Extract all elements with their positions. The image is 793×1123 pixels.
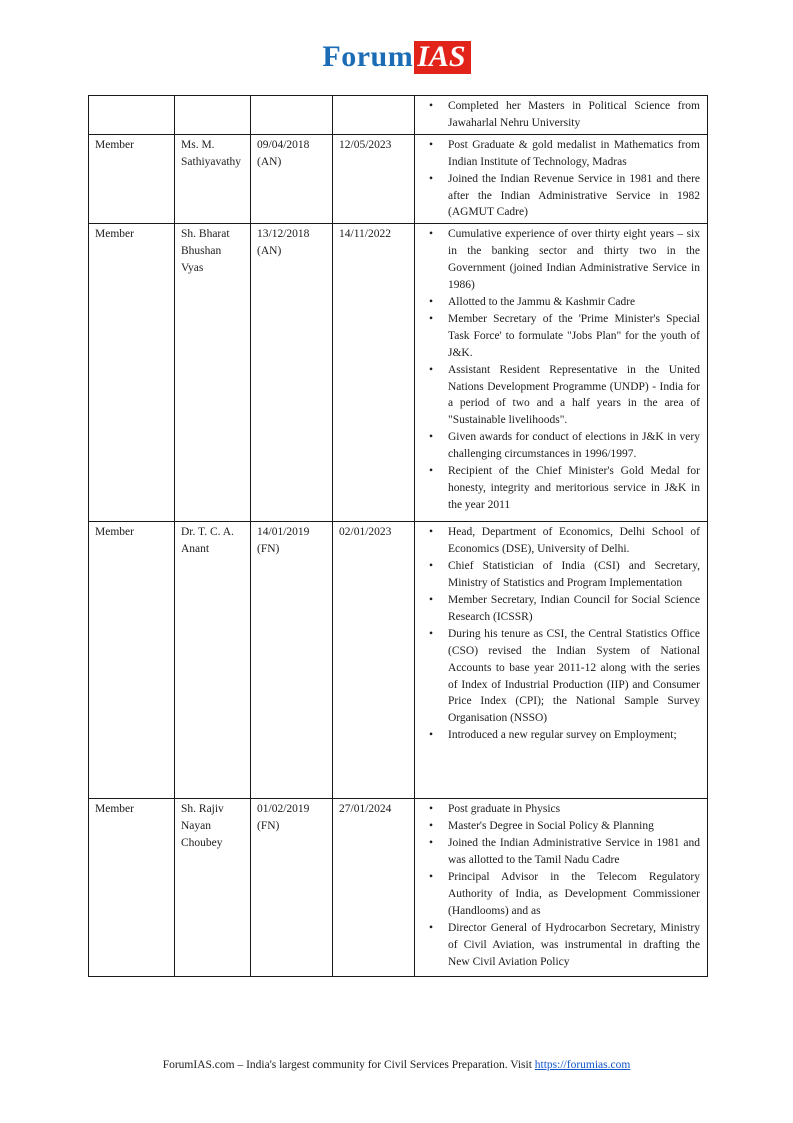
member-name-cell: Sh. Bharat Bhushan Vyas (175, 224, 251, 522)
member-name-cell: Sh. Rajiv Nayan Choubey (175, 799, 251, 977)
member-row (89, 799, 708, 977)
date-from-cell: 09/04/2018 (AN) (251, 134, 333, 224)
details-cell (415, 522, 708, 799)
date-from-cell: 14/01/2019 (FN) (251, 522, 333, 799)
member-role-cell (89, 96, 175, 135)
detail-item: • Joined the Indian Administrative Service in 1981 and was allotted to the Tamil Nadu Cadre (421, 835, 702, 869)
logo-forum-text: Forum (322, 40, 414, 73)
date-to-cell: 12/05/2023 (333, 134, 415, 224)
member-row (89, 522, 708, 799)
detail-item: • Given awards for conduct of elections in J&K in very challenging circumstances in 1996/1997. (421, 429, 702, 463)
footer-text: ForumIAS.com – India's largest community for Civil Services Preparation. Visit (162, 1059, 535, 1071)
date-to-cell: 14/11/2022 (333, 224, 415, 522)
detail-item: • Director General of Hydrocarbon Secretary, Ministry of Civil Aviation, was instrumental in drafting the New Civil Aviation Policy (421, 920, 702, 971)
details-list (421, 226, 702, 513)
date-to-cell: 02/01/2023 (333, 522, 415, 799)
detail-item: • Member Secretary, Indian Council for Social Science Research (ICSSR) (421, 592, 702, 626)
member-role-cell: Member (89, 522, 175, 799)
detail-item: • Principal Advisor in the Telecom Regulatory Authority of India, as Development Commissioner (Handlooms) and as (421, 869, 702, 920)
details-cell (415, 96, 708, 135)
detail-item: • Recipient of the Chief Minister's Gold Medal for honesty, integrity and meritorious service in J&K in the year 2011 (421, 463, 702, 514)
details-list (421, 137, 702, 222)
detail-item: • Member Secretary of the 'Prime Minister's Special Task Force' to formulate "Jobs Plan" for the youth of J&K. (421, 311, 702, 362)
logo-ias-badge: IAS (414, 41, 470, 74)
member-role-cell: Member (89, 134, 175, 224)
detail-item: • During his tenure as CSI, the Central Statistics Office (CSO) revised the Indian System of National Accounts to base year 2011-12 along with the series of Index of Industrial Production (IIP) and Consumer Price Index (CPI); the National Sample Survey Organisation (NSSO) (421, 626, 702, 727)
member-row (89, 96, 708, 135)
forumias-logo (0, 40, 793, 74)
date-to-cell: 27/01/2024 (333, 799, 415, 977)
details-list (421, 801, 702, 970)
detail-item: • Allotted to the Jammu & Kashmir Cadre (421, 294, 702, 311)
details-cell (415, 224, 708, 522)
member-row (89, 134, 708, 224)
detail-item: • Post graduate in Physics (421, 801, 702, 818)
detail-item: • Head, Department of Economics, Delhi School of Economics (DSE), University of Delhi. (421, 524, 702, 558)
date-from-cell: 01/02/2019 (FN) (251, 799, 333, 977)
footer-link[interactable]: https://forumias.com (534, 1059, 631, 1071)
member-role-cell: Member (89, 799, 175, 977)
date-to-cell (333, 96, 415, 135)
member-row (89, 224, 708, 522)
date-from-cell: 13/12/2018 (AN) (251, 224, 333, 522)
detail-item: • Post Graduate & gold medalist in Mathematics from Indian Institute of Technology, Madras (421, 137, 702, 171)
member-name-cell (175, 96, 251, 135)
details-cell (415, 799, 708, 977)
date-from-cell (251, 96, 333, 135)
page-footer (0, 1059, 793, 1071)
details-cell (415, 134, 708, 224)
detail-item: • Chief Statistician of India (CSI) and Secretary, Ministry of Statistics and Program Implementation (421, 558, 702, 592)
details-list (421, 524, 702, 744)
detail-item: • Cumulative experience of over thirty eight years – six in the banking sector and thirty two in the Government (joined Indian Administrative Service in 1986) (421, 226, 702, 294)
detail-item: • Assistant Resident Representative in the United Nations Development Programme (UNDP) - India for a period of two and a half years in the area of "Sustainable livelihoods". (421, 362, 702, 430)
member-role-cell: Member (89, 224, 175, 522)
detail-item: • Joined the Indian Revenue Service in 1981 and there after the Indian Administrative Service in 1982 (AGMUT Cadre) (421, 171, 702, 222)
members-table (88, 95, 708, 977)
member-name-cell: Dr. T. C. A. Anant (175, 522, 251, 799)
detail-item: • Introduced a new regular survey on Employment; (421, 727, 702, 744)
detail-item: • Master's Degree in Social Policy & Planning (421, 818, 702, 835)
details-list (421, 98, 702, 132)
member-name-cell: Ms. M. Sathiyavathy (175, 134, 251, 224)
detail-item: • Completed her Masters in Political Science from Jawaharlal Nehru University (421, 98, 702, 132)
